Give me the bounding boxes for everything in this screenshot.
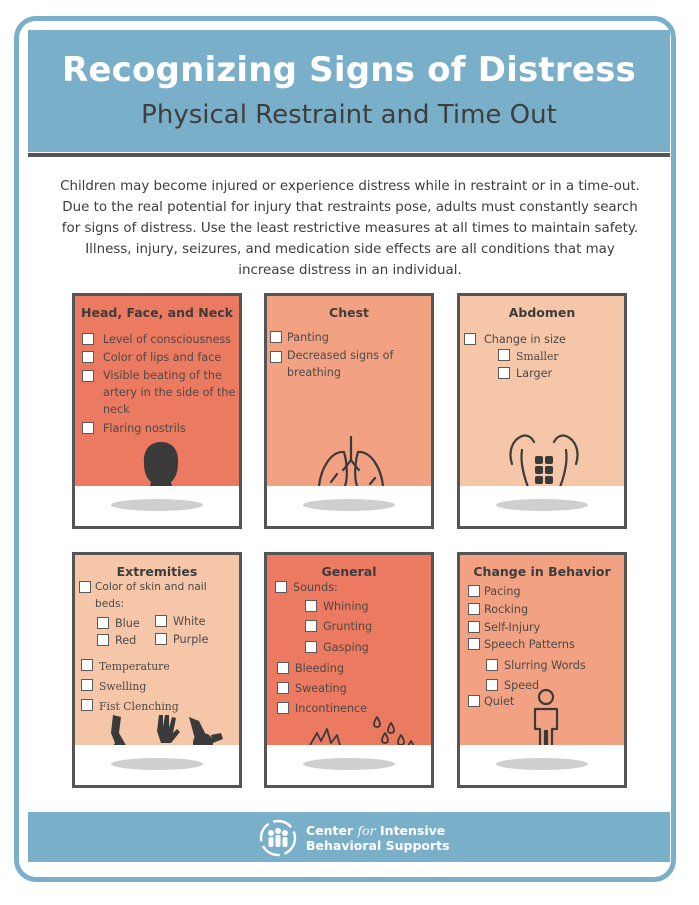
item-blue: Blue — [115, 617, 140, 630]
item-pacing: Pacing — [484, 585, 521, 598]
footer-org-name: Center for Intensive Behavioral Supports — [306, 823, 450, 853]
item-nostrils: Flaring nostrils — [103, 422, 186, 435]
item-purple: Purple — [173, 633, 209, 646]
page-title: Recognizing Signs of Distress — [62, 50, 636, 90]
checkbox-temperature[interactable] — [81, 659, 93, 671]
checkbox-speech-patterns[interactable] — [468, 638, 480, 650]
item-swelling: Swelling — [99, 680, 147, 693]
card-abdomen — [457, 293, 627, 529]
checkbox-pacing[interactable] — [468, 585, 480, 597]
item-speech-patterns: Speech Patterns — [484, 638, 575, 651]
checkbox-breathing[interactable] — [270, 351, 282, 363]
checkbox-incontinence[interactable] — [277, 702, 289, 714]
checkbox-sounds[interactable] — [275, 581, 287, 593]
checkbox-speed[interactable] — [486, 679, 498, 691]
card-title: Change in Behavior — [473, 564, 611, 579]
item-artery: Visible beating of the artery in the side of the neck — [103, 369, 236, 416]
cibs-logo-icon — [258, 818, 298, 858]
item-consciousness: Level of consciousness — [103, 333, 231, 346]
item-smaller: Smaller — [516, 350, 559, 363]
card-base — [460, 745, 624, 785]
item-red: Red — [115, 634, 137, 647]
checkbox-consciousness[interactable] — [82, 333, 94, 345]
checkbox-panting[interactable] — [270, 331, 282, 343]
title-banner — [28, 30, 670, 152]
checkbox-grunting[interactable] — [305, 620, 317, 632]
item-grunting: Grunting — [323, 620, 373, 633]
card-title: Extremities — [116, 564, 198, 579]
card-head-face-neck — [72, 293, 242, 529]
item-incontinence: Incontinence — [295, 702, 368, 715]
checkbox-red[interactable] — [97, 634, 109, 646]
item-skin-color: Color of skin and nail beds: — [95, 581, 207, 610]
item-whining: Whining — [323, 600, 369, 613]
item-gasping: Gasping — [323, 641, 369, 654]
card-title: Chest — [329, 305, 369, 320]
item-temperature: Temperature — [99, 660, 170, 673]
divider — [28, 153, 670, 157]
checkbox-larger[interactable] — [498, 367, 510, 379]
item-bleeding: Bleeding — [295, 662, 344, 675]
card-title: Abdomen — [508, 305, 576, 320]
card-title: General — [321, 564, 377, 579]
item-self-injury: Self-Injury — [484, 621, 541, 634]
intro-paragraph: Children may become injured or experience distress while in restraint or in a time-out. Due to the real potential for injury that restraints pose, adults must constantly search for signs of distress. Use the least restrictive measures at all times to maintain safety. Illness, injury, seizures, and medication side effects are all conditions that may increase distress in an individual. — [60, 179, 640, 278]
card-title: Head, Face, and Neck — [81, 305, 233, 320]
checkbox-smaller[interactable] — [498, 349, 510, 361]
checkbox-purple[interactable] — [155, 633, 167, 645]
item-sounds: Sounds: — [293, 581, 338, 594]
item-sweating: Sweating — [295, 682, 347, 695]
checkbox-nostrils[interactable] — [82, 422, 94, 434]
item-rocking: Rocking — [484, 603, 529, 616]
card-general — [264, 552, 434, 788]
card-base — [267, 486, 431, 526]
checkbox-swelling[interactable] — [81, 679, 93, 691]
item-slurring-words: Slurring Words — [504, 659, 586, 672]
checkbox-gasping[interactable] — [305, 641, 317, 653]
item-white: White — [173, 615, 206, 628]
item-lips-face: Color of lips and face — [103, 351, 222, 364]
checkbox-rocking[interactable] — [468, 603, 480, 615]
person-icon — [526, 687, 566, 753]
checkbox-slurring-words[interactable] — [486, 659, 498, 671]
checkbox-lips-face[interactable] — [82, 351, 94, 363]
card-base — [267, 745, 431, 785]
item-panting: Panting — [287, 331, 329, 344]
item-quiet: Quiet — [484, 695, 515, 708]
card-change-in-behavior — [457, 552, 627, 788]
item-breathing: Decreased signs of breathing — [287, 349, 394, 379]
checkbox-white[interactable] — [155, 615, 167, 627]
card-base — [75, 745, 239, 785]
item-larger: Larger — [516, 367, 553, 380]
item-change-size: Change in size — [484, 333, 566, 346]
checkbox-quiet[interactable] — [468, 695, 480, 707]
card-chest — [264, 293, 434, 529]
footer-banner — [28, 812, 670, 862]
checkbox-sweating[interactable] — [277, 682, 289, 694]
item-fist-clenching: Fist Clenching — [99, 700, 179, 713]
checkbox-bleeding[interactable] — [277, 662, 289, 674]
checkbox-blue[interactable] — [97, 617, 109, 629]
checkbox-whining[interactable] — [305, 600, 317, 612]
checkbox-skin-color[interactable] — [79, 581, 91, 593]
checkbox-self-injury[interactable] — [468, 621, 480, 633]
card-base — [75, 486, 239, 526]
checkbox-artery[interactable] — [82, 370, 94, 382]
item-speed: Speed — [504, 679, 540, 692]
checkbox-change-size[interactable] — [464, 333, 476, 345]
page-subtitle: Physical Restraint and Time Out — [141, 100, 557, 130]
card-base — [460, 486, 624, 526]
card-extremities — [72, 552, 242, 788]
checkbox-fist-clenching[interactable] — [81, 699, 93, 711]
